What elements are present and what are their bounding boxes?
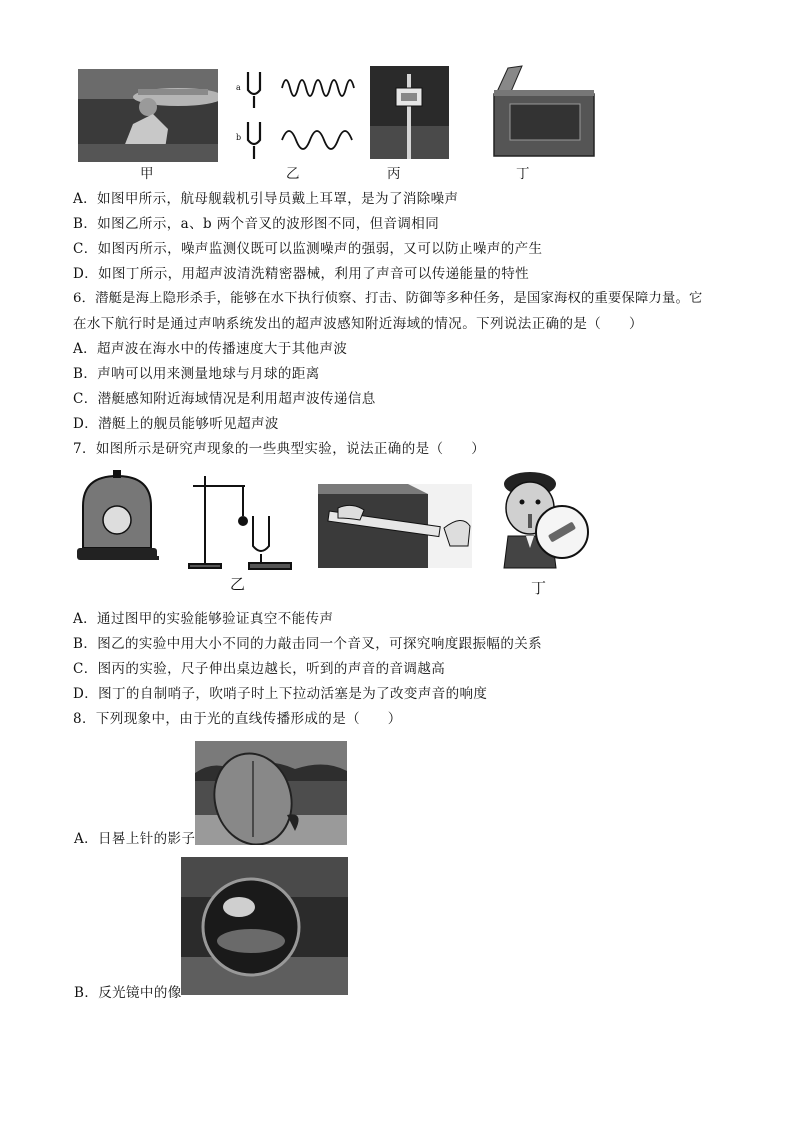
q6-option-c: C．潜艇感知附近海域情况是利用超声波传递信息 — [73, 391, 376, 407]
tuning-fork-a-icon — [248, 72, 260, 108]
waveform-a — [282, 80, 354, 96]
figure-ding-ultrasonic-cleaner — [476, 64, 601, 159]
q5-option-b: B．如图乙所示，a、b 两个音叉的波形图不同，但音调相同 — [73, 216, 440, 232]
q7-option-b: B．图乙的实验中用大小不同的力敲击同一个音叉，可探究响度跟振幅的关系 — [73, 636, 543, 652]
q6-stem-line2: 在水下航行时是通过声呐系统发出的超声波感知附近海域的情况。下列说法正确的是（ ） — [73, 316, 643, 332]
caption-bing: 丙 — [387, 166, 401, 182]
q5-option-c: C．如图丙所示，噪声监测仪既可以监测噪声的强弱，又可以防止噪声的产生 — [73, 241, 543, 257]
q7-option-a: A．通过图甲的实验能够验证真空不能传声 — [73, 611, 334, 627]
waveform-b — [282, 131, 352, 149]
q8-option-a: A．日晷上针的影子 — [74, 831, 196, 847]
q8-stem: 8．下列现象中，由于光的直线传播形成的是（ ） — [73, 711, 402, 727]
fork-label-a: a — [236, 83, 241, 92]
q7-figure-yi-tuning-fork-pendulum — [175, 472, 295, 572]
q7-option-c: C．图丙的实验，尺子伸出桌边越长，听到的声音的音调越高 — [73, 661, 446, 677]
q6-option-b: B．声呐可以用来测量地球与月球的距离 — [73, 366, 320, 382]
q5-option-d: D．如图丁所示，用超声波清洗精密器械，利用了声音可以传递能量的特性 — [73, 266, 530, 282]
q6-stem-line1: 6．潜艇是海上隐形杀手，能够在水下执行侦察、打击、防御等多种任务，是国家海权的重要保障力量。它 — [73, 291, 703, 306]
q7-figure-jia-bell-jar — [73, 470, 161, 568]
figure-jia-photo — [78, 69, 218, 162]
q7-figure-ding-whistle-boy — [492, 470, 592, 570]
q6-option-d: D．潜艇上的舰员能够听见超声波 — [73, 416, 279, 432]
q8-mirror-photo — [181, 857, 348, 995]
figure-yi-waveforms — [236, 68, 360, 163]
q7-caption-ding: 丁 — [531, 579, 547, 597]
caption-jia: 甲 — [140, 166, 154, 182]
noise-monitor-image — [370, 66, 449, 159]
q8-sundial-photo — [195, 741, 347, 845]
figure-bing-photo — [370, 66, 449, 159]
tuning-fork-b-icon — [248, 122, 260, 159]
caption-ding: 丁 — [516, 166, 530, 182]
convex-mirror-image — [181, 857, 348, 995]
aircraft-handler-image — [78, 69, 218, 162]
q8-option-b: B．反光镜中的像 — [74, 985, 182, 1001]
q7-stem: 7．如图所示是研究声现象的一些典型实验，说法正确的是（ ） — [73, 441, 486, 457]
q7-caption-yi: 乙 — [230, 575, 246, 593]
q7-figure-bing-ruler-on-table — [318, 484, 472, 568]
q6-option-a: A．超声波在海水中的传播速度大于其他声波 — [73, 341, 348, 357]
sundial-shadow-image — [195, 741, 347, 845]
q5-option-a: A．如图甲所示，航母舰载机引导员戴上耳罩，是为了消除噪声 — [73, 191, 459, 207]
q7-option-d: D．图丁的自制哨子，吹哨子时上下拉动活塞是为了改变声音的响度 — [73, 686, 488, 702]
fork-label-b: b — [236, 133, 242, 142]
caption-yi: 乙 — [286, 166, 300, 182]
